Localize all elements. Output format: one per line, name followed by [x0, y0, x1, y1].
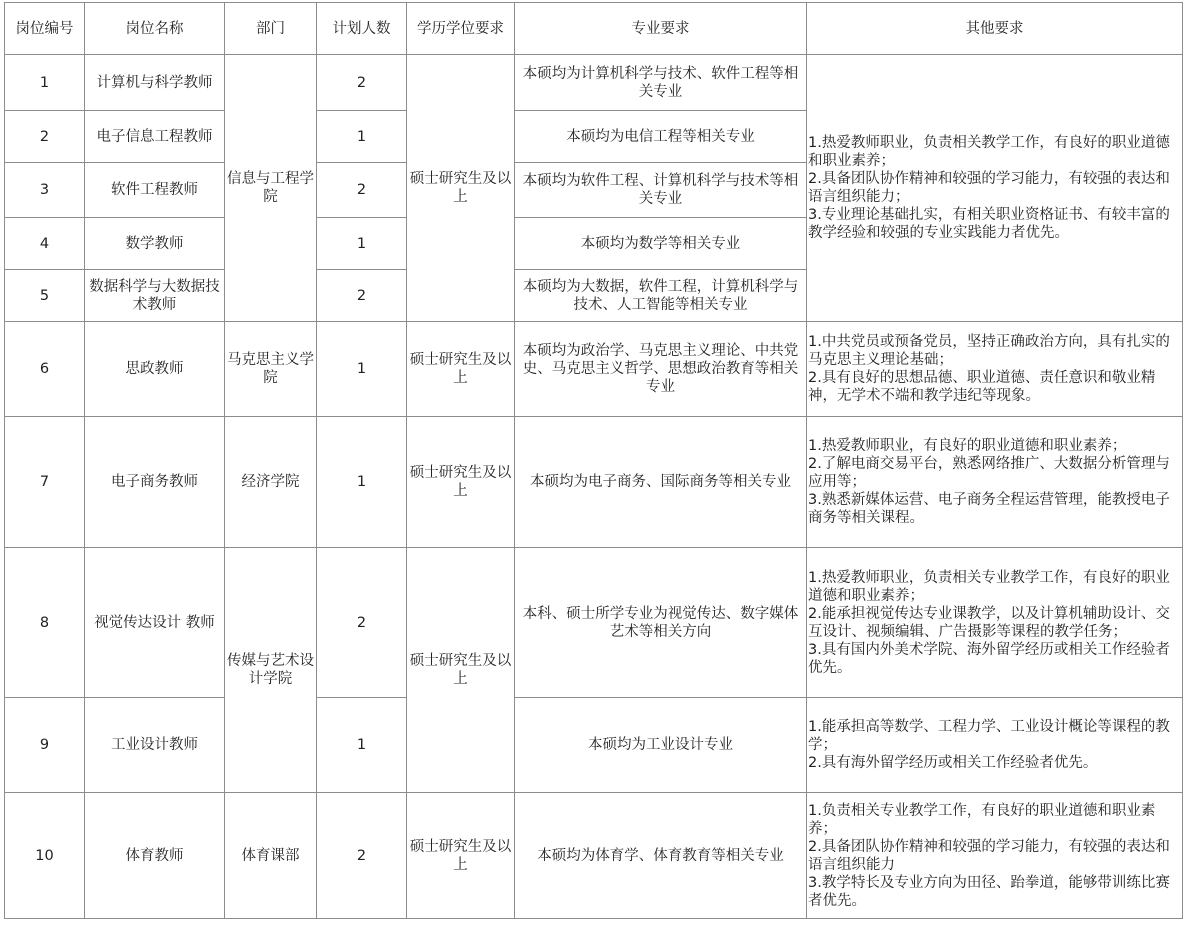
other-line: 2.具备团队协作精神和较强的学习能力，有较强的表达和语言组织能力 — [808, 838, 1170, 873]
cell-id: 4 — [5, 218, 85, 270]
cell-major: 本硕均为政治学、马克思主义理论、中共党史、马克思主义哲学、思想政治教育等相关专业 — [515, 322, 807, 417]
header-major: 专业要求 — [515, 3, 807, 55]
cell-count: 2 — [317, 270, 407, 322]
other-line: 1.中共党员或预备党员，坚持正确政治方向，具有扎实的马克思主义理论基础； — [808, 334, 1170, 368]
cell-department: 经济学院 — [225, 417, 317, 548]
header-row — [5, 3, 1183, 55]
cell-count: 2 — [317, 163, 407, 218]
other-line: 2.具备团队协作精神和较强的学习能力，有较强的表达和语言组织能力； — [808, 171, 1170, 205]
cell-major: 本硕均为电子商务、国际商务等相关专业 — [515, 417, 807, 548]
table-row — [5, 698, 1183, 793]
other-line: 1.负责相关专业教学工作，有良好的职业道德和职业素养； — [808, 802, 1156, 837]
table-row — [5, 417, 1183, 548]
cell-major: 本硕均为大数据，软件工程，计算机科学与技术、人工智能等相关专业 — [515, 270, 807, 322]
cell-other — [807, 322, 1183, 417]
other-line: 2.了解电商交易平台，熟悉网络推广、大数据分析管理与应用等； — [808, 456, 1170, 490]
cell-id: 7 — [5, 417, 85, 548]
cell-major: 本硕均为计算机科学与技术、软件工程等相关专业 — [515, 55, 807, 111]
cell-department: 体育课部 — [225, 793, 317, 919]
cell-name: 视觉传达设计 教师 — [85, 548, 225, 698]
cell-name: 计算机与科学教师 — [85, 55, 225, 111]
table-row — [5, 793, 1183, 919]
cell-count: 1 — [317, 218, 407, 270]
cell-count: 1 — [317, 417, 407, 548]
other-line: 3.具有国内外美术学院、海外留学经历或相关工作经验者优先。 — [808, 641, 1170, 676]
cell-degree: 硕士研究生及以上 — [407, 55, 515, 322]
cell-department: 传媒与艺术设计学院 — [225, 548, 317, 793]
cell-major: 本硕均为工业设计专业 — [515, 698, 807, 793]
cell-name: 数据科学与大数据技术教师 — [85, 270, 225, 322]
cell-other — [807, 548, 1183, 698]
other-line: 1.热爱教师职业，负责相关专业教学工作，有良好的职业道德和职业素养； — [808, 569, 1170, 604]
cell-name: 工业设计教师 — [85, 698, 225, 793]
cell-degree: 硕士研究生及以上 — [407, 548, 515, 793]
cell-name: 电子信息工程教师 — [85, 111, 225, 163]
header-name: 岗位名称 — [85, 3, 225, 55]
other-line: 1.能承担高等数学、工程力学、工业设计概论等课程的教学； — [808, 719, 1170, 753]
cell-degree: 硕士研究生及以上 — [407, 417, 515, 548]
cell-count: 1 — [317, 322, 407, 417]
cell-id: 6 — [5, 322, 85, 417]
cell-other — [807, 793, 1183, 919]
cell-count: 2 — [317, 793, 407, 919]
cell-name: 思政教师 — [85, 322, 225, 417]
cell-other — [807, 417, 1183, 548]
table-row — [5, 322, 1183, 417]
cell-major: 本科、硕士所学专业为视觉传达、数字媒体艺术等相关方向 — [515, 548, 807, 698]
cell-id: 10 — [5, 793, 85, 919]
cell-count: 2 — [317, 55, 407, 111]
cell-id: 3 — [5, 163, 85, 218]
cell-major: 本硕均为数学等相关专业 — [515, 218, 807, 270]
cell-id: 1 — [5, 55, 85, 111]
cell-id: 2 — [5, 111, 85, 163]
cell-name: 电子商务教师 — [85, 417, 225, 548]
recruitment-table — [4, 2, 1183, 919]
other-line: 3.教学特长及专业方向为田径、跆拳道，能够带训练比赛者优先。 — [808, 874, 1170, 909]
other-line: 1.热爱教师职业，有良好的职业道德和职业素养； — [808, 438, 1127, 454]
other-line: 3.熟悉新媒体运营、电子商务全程运营管理，能教授电子商务等相关课程。 — [808, 492, 1170, 526]
header-degree: 学历学位要求 — [407, 3, 515, 55]
cell-id: 9 — [5, 698, 85, 793]
cell-name: 体育教师 — [85, 793, 225, 919]
cell-degree: 硕士研究生及以上 — [407, 322, 515, 417]
cell-department: 马克思主义学院 — [225, 322, 317, 417]
header-department: 部门 — [225, 3, 317, 55]
other-line: 2.能承担视觉传达专业课教学，以及计算机辅助设计、交互设计、视频编辑、广告摄影等课程的教学任务； — [808, 605, 1170, 640]
other-line: 1.热爱教师职业，负责相关教学工作，有良好的职业道德和职业素养； — [808, 135, 1170, 169]
cell-major: 本硕均为体育学、体育教育等相关专业 — [515, 793, 807, 919]
cell-count: 2 — [317, 548, 407, 698]
cell-count: 1 — [317, 111, 407, 163]
cell-name: 软件工程教师 — [85, 163, 225, 218]
other-line: 3.专业理论基础扎实，有相关职业资格证书、有较丰富的教学经验和较强的专业实践能力者优先。 — [808, 207, 1170, 241]
cell-id: 8 — [5, 548, 85, 698]
cell-department: 信息与工程学院 — [225, 55, 317, 322]
cell-other — [807, 55, 1183, 322]
cell-name: 数学教师 — [85, 218, 225, 270]
other-line: 2.具有良好的思想品德、职业道德、责任意识和敬业精神，无学术不端和教学违纪等现象。 — [808, 370, 1156, 404]
cell-id: 5 — [5, 270, 85, 322]
other-line: 2.具有海外留学经历或相关工作经验者优先。 — [808, 755, 1098, 771]
table-row — [5, 55, 1183, 111]
cell-degree: 硕士研究生及以上 — [407, 793, 515, 919]
cell-major: 本硕均为电信工程等相关专业 — [515, 111, 807, 163]
cell-major: 本硕均为软件工程、计算机科学与技术等相关专业 — [515, 163, 807, 218]
header-other: 其他要求 — [807, 3, 1183, 55]
cell-other — [807, 698, 1183, 793]
cell-count: 1 — [317, 698, 407, 793]
header-id: 岗位编号 — [5, 3, 85, 55]
table-row — [5, 548, 1183, 698]
header-count: 计划人数 — [317, 3, 407, 55]
